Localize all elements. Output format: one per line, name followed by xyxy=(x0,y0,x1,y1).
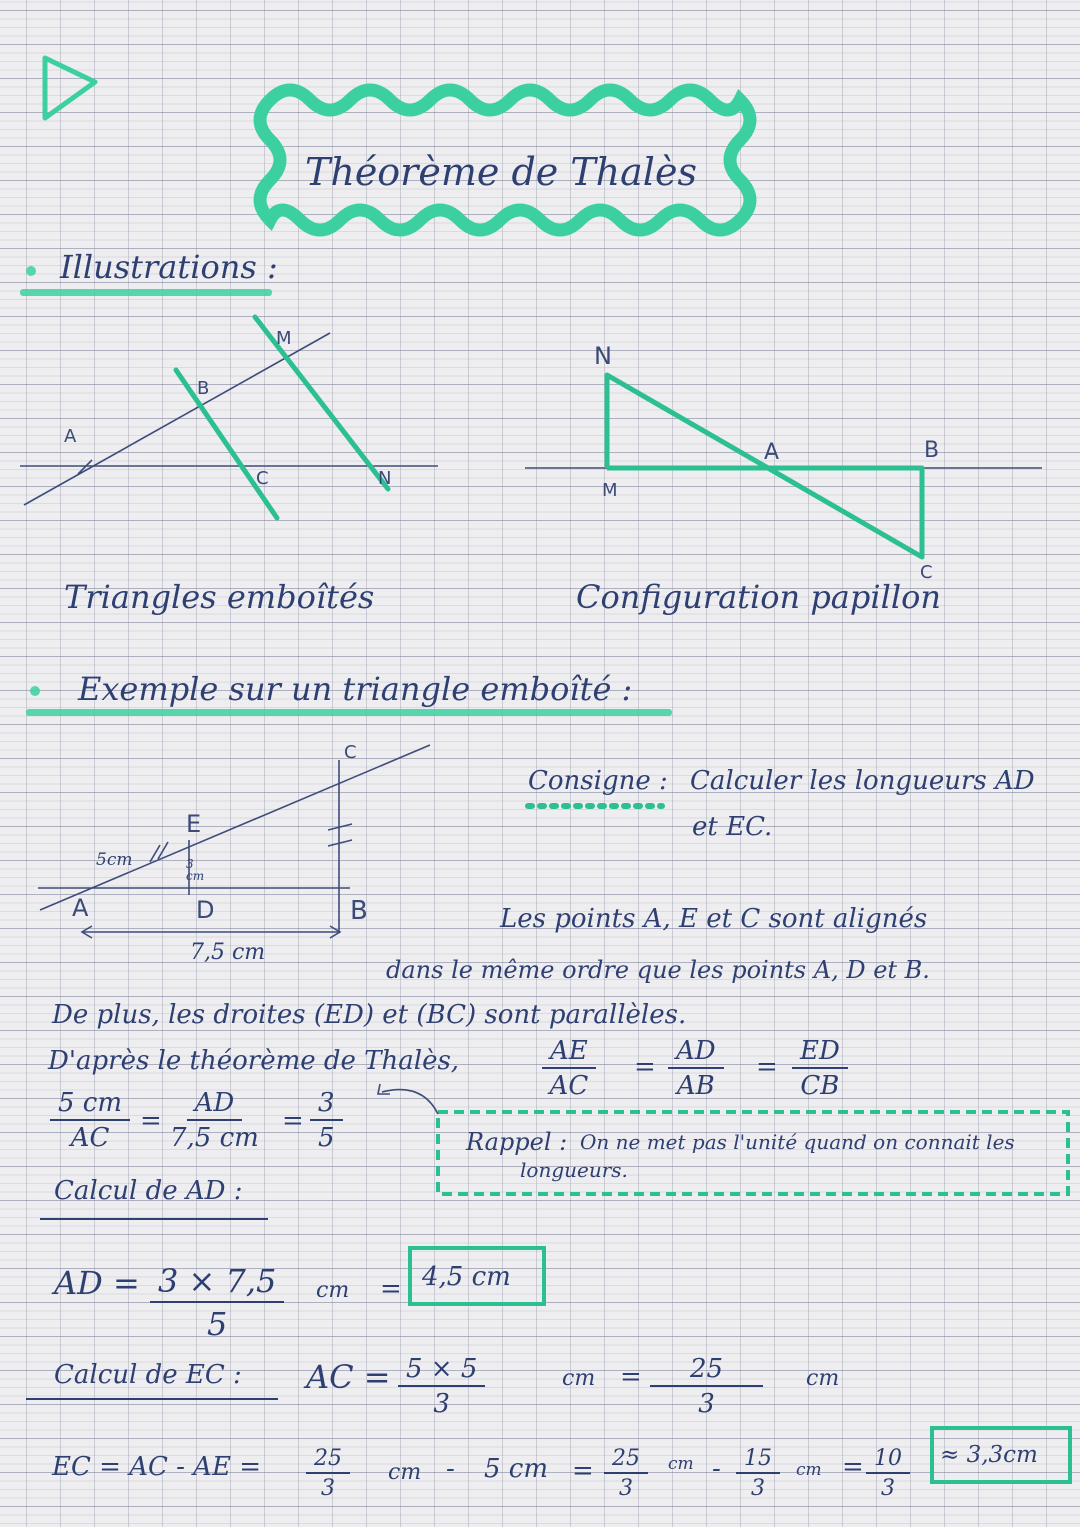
nested-point-b: B xyxy=(197,378,210,399)
text-line4: D'après le théorème de Thalès, xyxy=(48,1046,460,1076)
calc-ec-minus2: - xyxy=(712,1454,721,1484)
calc-ad-frac xyxy=(150,1262,284,1343)
calc-ec-t1-unit: cm xyxy=(388,1460,422,1485)
calc-ad-unit: cm xyxy=(316,1278,350,1303)
corner-doodle xyxy=(45,58,95,118)
example-underline xyxy=(26,709,672,716)
calc-ec-t3-den: 3 xyxy=(619,1476,633,1501)
figure-example xyxy=(38,745,430,938)
calc-ec-minus1: - xyxy=(446,1454,455,1484)
example-point-b: B xyxy=(350,896,368,926)
butterfly-point-c: C xyxy=(920,562,933,583)
illustrations-underline xyxy=(20,289,272,296)
example-point-c: C xyxy=(344,742,357,763)
calc-ec-ac-frac xyxy=(398,1354,485,1419)
nested-parallel-bc xyxy=(176,370,277,518)
nested-caption: Triangles emboîtés xyxy=(64,578,375,616)
thales-ae: AE xyxy=(542,1036,596,1069)
section-illustrations: Illustrations : xyxy=(60,248,278,286)
ratio-eq1: = xyxy=(140,1106,162,1136)
calc-ec-ac-res-num: 25 xyxy=(650,1354,763,1387)
calc-ec-t5-num: 10 xyxy=(866,1446,910,1474)
thales-ac: AC xyxy=(549,1071,589,1101)
thales-ab: AB xyxy=(676,1071,715,1101)
thales-cb: CB xyxy=(800,1071,840,1101)
text-line1: Les points A, E et C sont alignés xyxy=(500,904,928,934)
ratio-frac-3 xyxy=(310,1088,343,1153)
ratio-5: 5 xyxy=(318,1123,335,1153)
example-length-ed: 3 cm xyxy=(186,857,205,883)
calc-ec-t3-unit: cm xyxy=(668,1454,694,1474)
ratio-5cm: 5 cm xyxy=(50,1088,130,1121)
thales-frac-ed-cb xyxy=(792,1036,848,1101)
calc-ec-t4-unit: cm xyxy=(796,1460,822,1480)
text-line2: dans le même ordre que les points A, D et B. xyxy=(386,956,930,984)
calc-ec-t1-num: 25 xyxy=(306,1446,350,1474)
rappel-label: Rappel : xyxy=(466,1128,568,1156)
calc-ad-den: 5 xyxy=(207,1305,228,1343)
example-point-a: A xyxy=(72,894,89,922)
butterfly-point-a: A xyxy=(764,440,780,465)
example-bullet xyxy=(30,686,40,696)
illustrations-bullet xyxy=(26,266,36,276)
calc-ec-t1-den: 3 xyxy=(321,1476,335,1501)
calc-ec-ac-unit: cm xyxy=(562,1366,596,1391)
consigne-line2: et EC. xyxy=(692,812,773,842)
calc-ad-eq: = xyxy=(380,1274,402,1304)
example-length-ab: 7,5 cm xyxy=(190,940,266,965)
calc-ec-heading: Calcul de EC : xyxy=(54,1360,242,1390)
ratio-3: 3 xyxy=(310,1088,343,1121)
figure-butterfly xyxy=(607,375,922,557)
butterfly-point-m: M xyxy=(602,480,618,501)
thales-frac-ae-ac xyxy=(542,1036,596,1101)
calc-ec-result: ≈ 3,3cm xyxy=(940,1442,1038,1468)
calc-ec-t5-den: 3 xyxy=(881,1476,895,1501)
butterfly-point-n: N xyxy=(594,342,612,370)
consigne-line1: Calculer les longueurs AD xyxy=(690,766,1035,796)
calc-ec-t2: 5 cm xyxy=(484,1454,549,1484)
text-line3: De plus, les droites (ED) et (BC) sont parallèles. xyxy=(52,1000,687,1030)
calc-ec-ac-lhs: AC = xyxy=(306,1358,391,1396)
page-title: Théorème de Thalès xyxy=(305,150,697,194)
nested-point-m: M xyxy=(276,328,292,349)
thales-eq2: = xyxy=(756,1052,778,1082)
calc-ad-result: 4,5 cm xyxy=(422,1262,511,1292)
ratio-ad: AD xyxy=(187,1088,243,1121)
butterfly-point-b: B xyxy=(924,438,940,463)
calc-ec-t4-den: 3 xyxy=(751,1476,765,1501)
thales-ad: AD xyxy=(668,1036,724,1069)
calc-ec-lhs: EC = AC - AE = xyxy=(52,1452,261,1482)
example-point-d: D xyxy=(196,896,215,924)
calc-ec-heading-underline xyxy=(26,1398,278,1400)
nested-point-c: C xyxy=(256,468,269,489)
calc-ec-t3-num: 25 xyxy=(604,1446,648,1474)
calc-ec-ac-result xyxy=(650,1354,763,1419)
ratio-frac-1 xyxy=(50,1088,130,1153)
calc-ec-ac-num: 5 × 5 xyxy=(398,1354,485,1387)
calc-ec-eq2: = xyxy=(842,1452,864,1482)
rappel-arrow xyxy=(382,1090,438,1114)
calc-ec-t4 xyxy=(736,1446,780,1501)
calc-ad-heading: Calcul de AD : xyxy=(54,1176,243,1206)
calc-ad-heading-underline xyxy=(40,1218,268,1220)
ratio-eq2: = xyxy=(282,1106,304,1136)
example-point-e: E xyxy=(186,810,202,838)
thales-ed: ED xyxy=(792,1036,848,1069)
calc-ec-ac-res-unit: cm xyxy=(806,1366,840,1391)
calc-ec-t5 xyxy=(866,1446,910,1501)
figure-nested-triangles xyxy=(20,333,438,505)
consigne-label: Consigne : xyxy=(528,766,668,796)
calc-ad-lhs: AD = xyxy=(54,1264,140,1302)
calc-ec-ac-den: 3 xyxy=(433,1389,450,1419)
thales-eq1: = xyxy=(634,1052,656,1082)
nested-point-a: A xyxy=(64,426,77,447)
ratio-ac: AC xyxy=(70,1123,110,1153)
rappel-line1: On ne met pas l'unité quand on connait les xyxy=(580,1130,1015,1154)
butterfly-caption: Configuration papillon xyxy=(576,578,941,616)
calc-ec-t3 xyxy=(604,1446,648,1501)
section-example: Exemple sur un triangle emboîté : xyxy=(78,670,633,708)
calc-ec-t4-num: 15 xyxy=(736,1446,780,1474)
calc-ec-t1 xyxy=(306,1446,350,1501)
rappel-line2: longueurs. xyxy=(520,1158,628,1182)
example-length-ae: 5cm xyxy=(96,850,133,870)
calc-ec-ac-eq: = xyxy=(620,1362,642,1392)
thales-frac-ad-ab xyxy=(668,1036,724,1101)
ratio-frac-2 xyxy=(170,1088,259,1153)
calc-ec-ac-res-den: 3 xyxy=(698,1389,715,1419)
calc-ec-eq1: = xyxy=(572,1456,594,1486)
ratio-7-5cm: 7,5 cm xyxy=(170,1123,259,1153)
calc-ad-num: 3 × 7,5 xyxy=(150,1262,284,1303)
nested-point-n: N xyxy=(378,468,392,489)
nested-parallel-mn xyxy=(255,317,388,489)
